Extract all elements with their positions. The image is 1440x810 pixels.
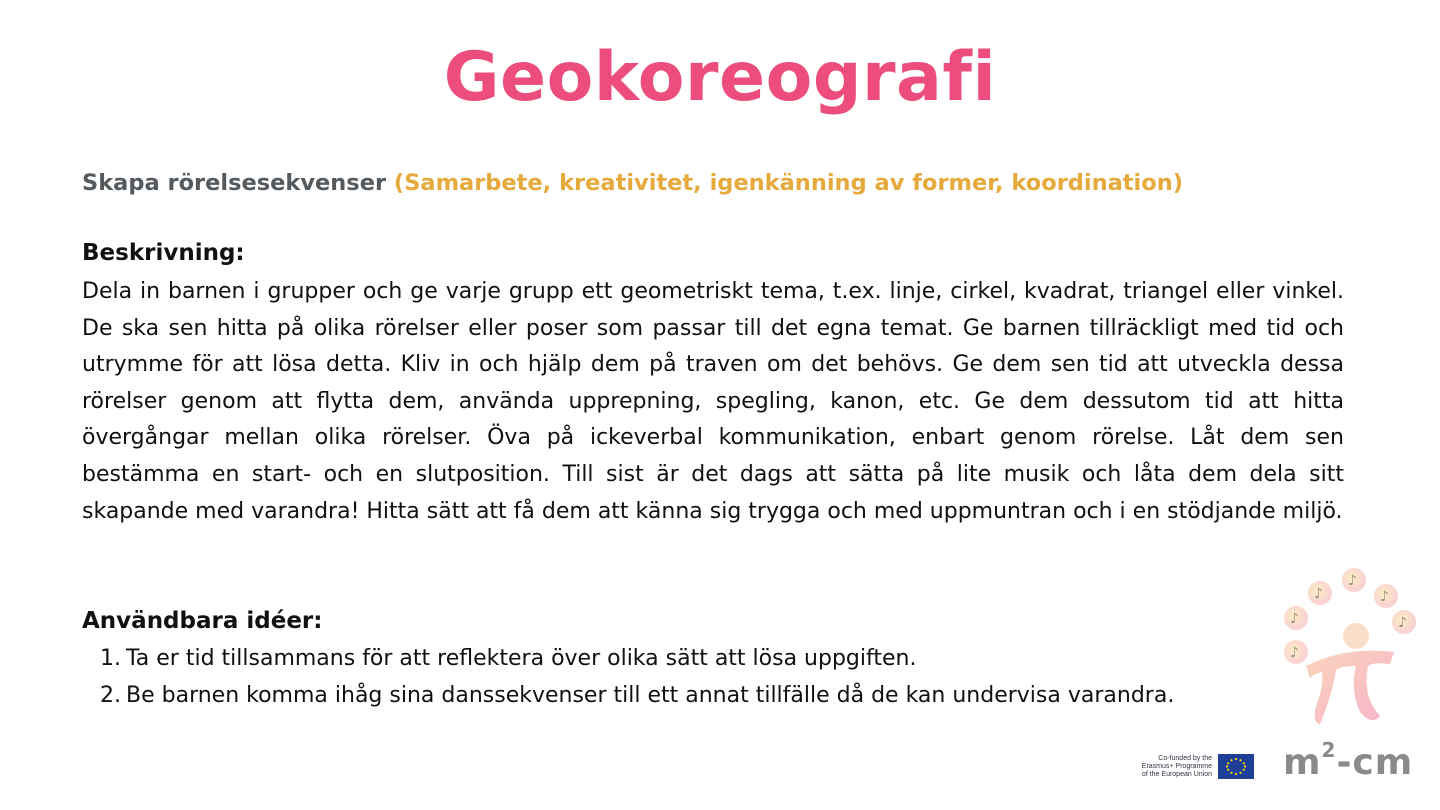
list-item bbox=[100, 641, 1340, 678]
ideas-list bbox=[100, 641, 1340, 714]
m2cm-logo: $m^2-cm$ bbox=[1283, 738, 1414, 783]
description-heading: Beskrivning: bbox=[82, 240, 245, 266]
svg-text:♪: ♪ bbox=[1290, 645, 1299, 661]
list-item-text: Ta er tid tillsammans för att reflektera över olika sätt att lösa uppgiften. bbox=[126, 646, 917, 671]
svg-text:♪: ♪ bbox=[1380, 589, 1389, 605]
subtitle-skills: (Samarbete, kreativitet, igenkänning av former, koordination) bbox=[393, 170, 1184, 196]
subtitle-lead: Skapa rörelsesekvenser bbox=[82, 170, 387, 196]
list-item bbox=[100, 678, 1340, 715]
description-text: Dela in barnen i grupper och ge varje grupp ett geometriskt tema, t.ex. linje, cirkel, kvadrat, triangel eller vinkel. De ska sen hitta på olika rörelser eller poser som passar till det egna temat. Ge barnen tillräckligt med tid och utrymme för att lösa detta. Kliv in och hjälp dem på traven om det behövs. Ge dem sen tid att utveckla dessa rörelser genom att flytta dem, använda upprepning, spegling, kanon, etc. Ge dem dessutom tid att hitta övergångar mellan olika rörelser. Öva på ickeverbal kommunikation, enbart genom rörelse. Låt dem sen bestämma en start- och en slutposition. Till sist är det dags att sätta på lite musik och låta dem dela sitt skapande med varandra! Hitta sätt att få dem att känna sig trygga och med uppmuntran och i en stödjande miljö. bbox=[82, 279, 1344, 524]
list-item-text: Be barnen komma ihåg sina danssekvenser till ett annat tillfälle då de kan undervisa varandra. bbox=[126, 682, 1175, 708]
list-item-number: 2. bbox=[100, 682, 121, 708]
eu-funding-text: Co-funded by the Erasmus+ Programme of the European Union bbox=[1141, 754, 1212, 778]
svg-text:♪: ♪ bbox=[1314, 586, 1323, 602]
svg-text:♪: ♪ bbox=[1398, 615, 1407, 631]
svg-text:♪: ♪ bbox=[1348, 573, 1357, 589]
eu-flag-icon bbox=[1218, 754, 1254, 779]
activity-subtitle bbox=[82, 170, 1352, 196]
eu-funding-badge bbox=[1130, 754, 1254, 779]
page-title: Geokoreografi bbox=[443, 38, 997, 117]
ideas-heading: Användbara idéer: bbox=[82, 608, 323, 634]
svg-text:♪: ♪ bbox=[1290, 611, 1299, 627]
pi-music-logo bbox=[1276, 566, 1426, 736]
list-item-number: 1. bbox=[100, 646, 121, 671]
